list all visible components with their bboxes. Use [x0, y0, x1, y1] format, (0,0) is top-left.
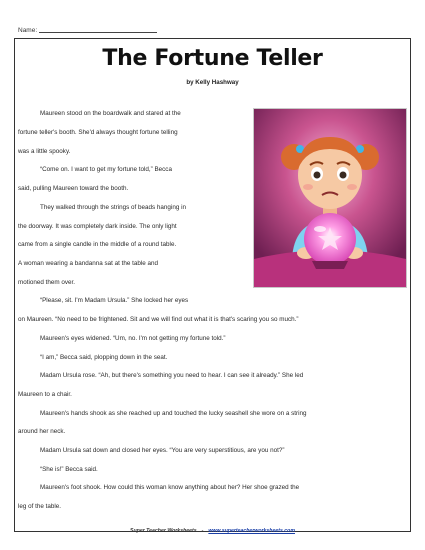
story-line: the doorway. It was completely dark inside. The only light [18, 223, 177, 230]
story-line: A woman wearing a bandanna sat at the table and [18, 260, 159, 267]
author-byline: by Kelly Hashway [186, 79, 239, 86]
name-field [18, 27, 157, 34]
name-label: Name: [18, 27, 38, 34]
name-blank-line [39, 32, 157, 33]
footer-url-link[interactable]: www.superteacherworksheets.com [208, 528, 295, 534]
story-line: They walked through the strings of beads hanging in [40, 204, 186, 211]
story-line: Maureen's hands shook as she reached up and touched the lucky seashell she wore on a string [40, 410, 307, 417]
story-line: around her neck. [18, 428, 66, 435]
story-line: came from a single candle in the middle of a round table. [18, 241, 177, 248]
story-line: “Come on. I want to get my fortune told,” Becca [40, 166, 172, 173]
story-line: Madam Ursula rose. “Ah, but there's something you need to hear. I can see it already.” She led [40, 372, 304, 379]
story-line: said, pulling Maureen toward the booth. [18, 185, 129, 192]
story-line: “She is!” Becca said. [40, 466, 98, 473]
story-line: Maureen's foot shook. How could this woman know anything about her? Her shoe grazed the [40, 484, 300, 491]
story-line: Maureen to a chair. [18, 391, 72, 398]
story-line: Madam Ursula sat down and closed her eyes. “You are very superstitious, are you not?” [40, 447, 285, 454]
footer-separator: - [201, 528, 204, 534]
story-line: Maureen's eyes widened. “Um, no. I'm not getting my fortune told.” [40, 335, 226, 342]
story-line: “Please, sit. I'm Madam Ursula.” She locked her eyes [40, 297, 189, 304]
story-line: was a little spooky. [18, 148, 71, 155]
footer-brand: Super Teacher Worksheets [130, 528, 197, 534]
page-footer [0, 528, 425, 534]
story-line: motioned them over. [18, 279, 76, 286]
girl-with-crystal-ball-illustration [253, 108, 407, 288]
page-title: The Fortune Teller [102, 46, 323, 71]
story-line: leg of the table. [18, 503, 62, 510]
story-line: Maureen stood on the boardwalk and stared at the [40, 110, 181, 117]
story-line: on Maureen. “No need to be frightened. Sit and we will find out what it is that's scaring you so much.” [18, 316, 299, 323]
story-line: fortune teller's booth. She'd always thought fortune telling [18, 129, 178, 136]
story-line: “I am,” Becca said, plopping down in the seat. [40, 354, 168, 361]
